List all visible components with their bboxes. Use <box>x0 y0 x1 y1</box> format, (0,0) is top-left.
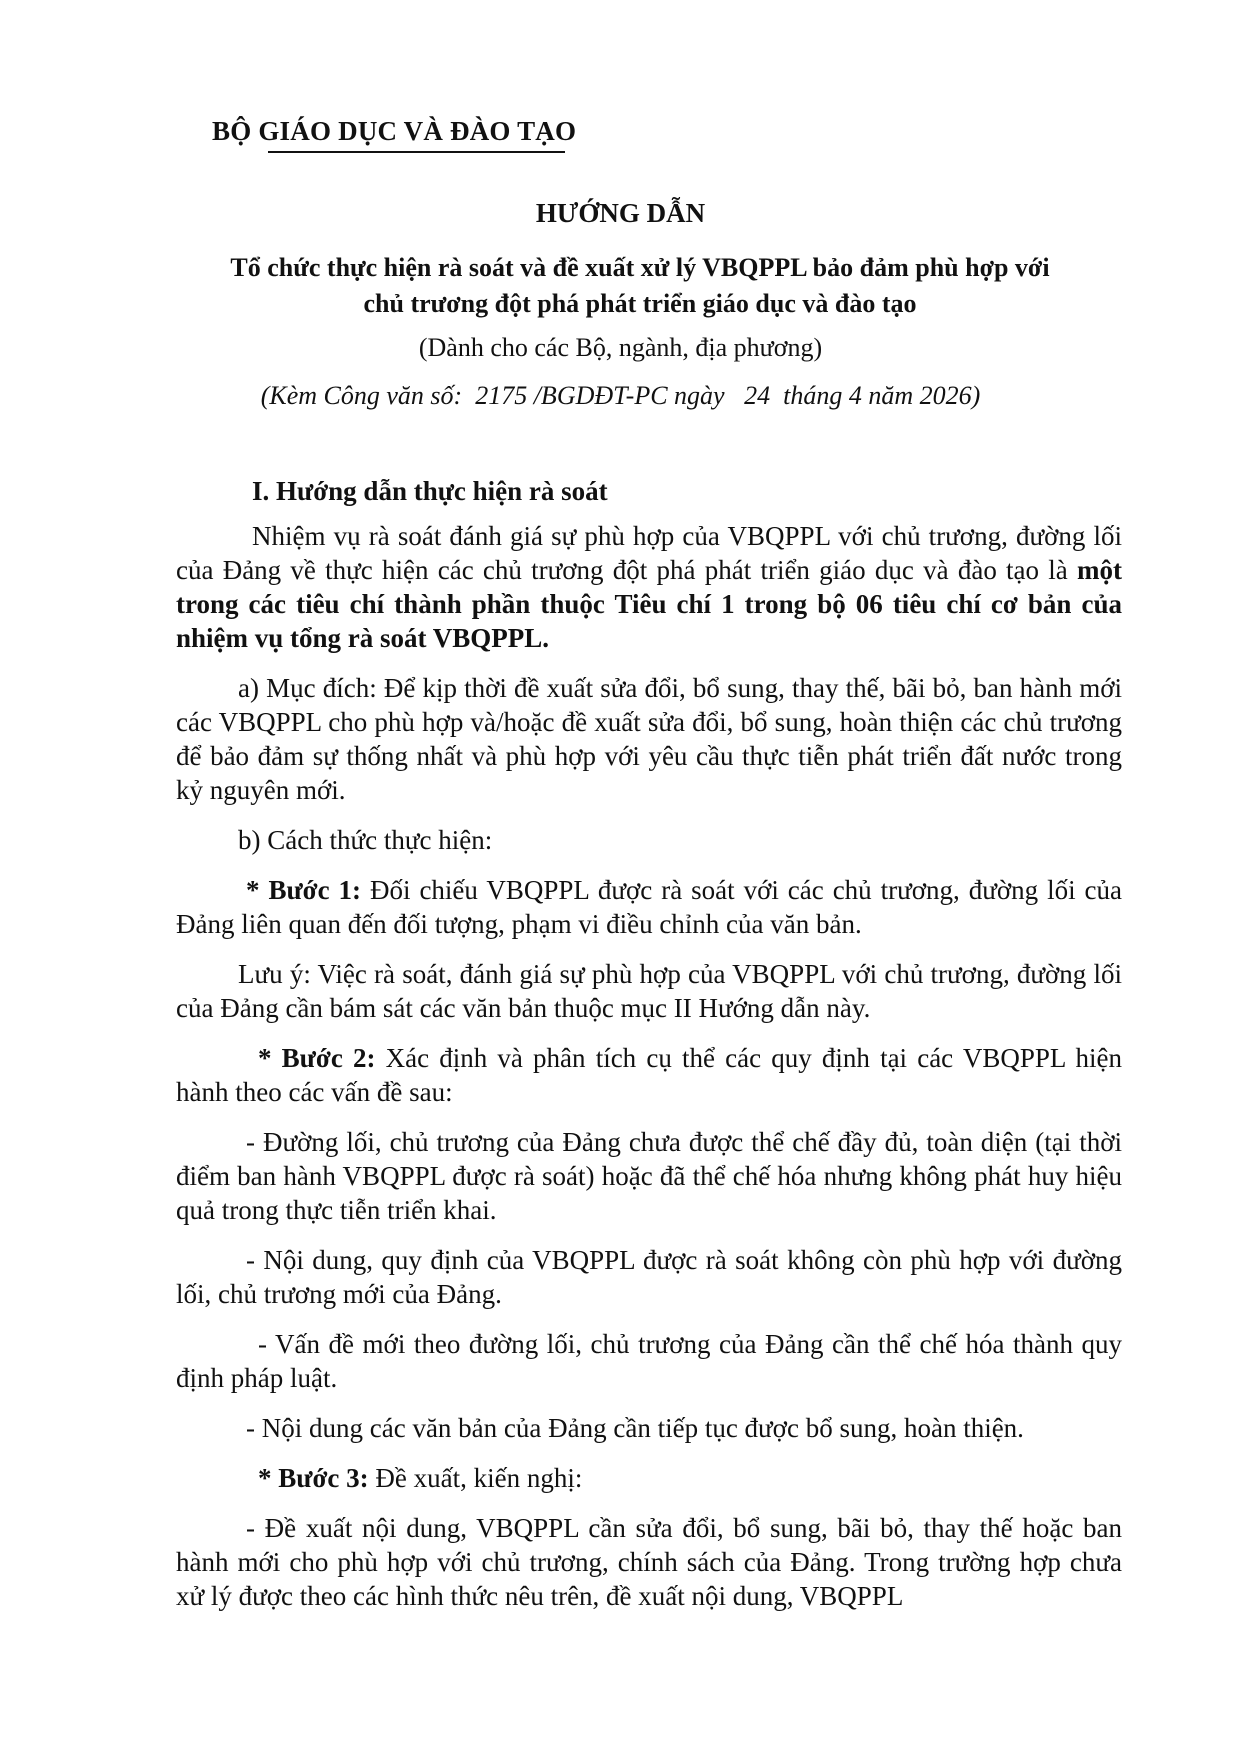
intro-paragraph <box>176 519 1122 655</box>
step2-item: - Nội dung, quy định của VBQPPL được rà soát không còn phù hợp với đường lối, chủ trương mới của Đảng. <box>176 1245 1122 1309</box>
document-subtitle <box>160 250 1120 322</box>
step2-paragraph <box>176 1041 1122 1109</box>
step2-text: Xác định và phân tích cụ thể các quy định tại các VBQPPL hiện hành theo các vấn đề sau: <box>176 1043 1123 1107</box>
note-paragraph: Lưu ý: Việc rà soát, đánh giá sự phù hợp của VBQPPL với chủ trương, đường lối của Đảng cần bám sát các văn bản thuộc mục II Hướng dẫn này. <box>176 959 1122 1023</box>
document-title: HƯỚNG DẪN <box>535 198 706 228</box>
step2-item: - Vấn đề mới theo đường lối, chủ trương của Đảng cần thể chế hóa thành quy định pháp luật. <box>176 1329 1122 1393</box>
intro-text: Nhiệm vụ rà soát đánh giá sự phù hợp của VBQPPL với chủ trương, đường lối của Đảng về thực hiện các chủ trương đột phá phát triển giáo dục và đào tạo là <box>176 521 1122 585</box>
step2-item: - Đường lối, chủ trương của Đảng chưa được thể chế đầy đủ, toàn diện (tại thời điểm ban hành VBQPPL được rà soát) hoặc đã thể chế hóa nhưng không phát huy hiệu quả trong thực tiễn triển khai. <box>176 1127 1122 1225</box>
audience-note: (Dành cho các Bộ, ngành, địa phương) <box>418 333 823 362</box>
step3-paragraph <box>176 1461 1122 1495</box>
step2-label: * Bước 2: <box>258 1043 376 1073</box>
step2-item: - Nội dung các văn bản của Đảng cần tiếp tục được bổ sung, hoàn thiện. <box>246 1413 1024 1443</box>
method-paragraph: b) Cách thức thực hiện: <box>238 825 493 855</box>
purpose-paragraph: a) Mục đích: Để kịp thời đề xuất sửa đổi, bổ sung, thay thế, bãi bỏ, ban hành mới các VBQPPL cho phù hợp và/hoặc đề xuất sửa đổi, bổ sung, hoàn thiện các chủ trương để bảo đảm sự thống nhất và phù hợp với yêu cầu thực tiễn phát triển đất nước trong kỷ nguyên mới. <box>176 673 1122 805</box>
step1-paragraph <box>176 873 1122 941</box>
subtitle-line-2: chủ trương đột phá phát triển giáo dục và đào tạo <box>363 289 917 318</box>
step1-text: Đối chiếu VBQPPL được rà soát với các chủ trương, đường lối của Đảng liên quan đến đối tượng, phạm vi điều chỉnh của văn bản. <box>176 875 1123 939</box>
document-body <box>176 474 1122 1629</box>
ministry-underline <box>268 151 565 153</box>
subtitle-line-1: Tổ chức thực hiện rà soát và đề xuất xử lý VBQPPL bảo đảm phù hợp với <box>230 253 1050 282</box>
section-heading: I. Hướng dẫn thực hiện rà soát <box>252 476 608 506</box>
ministry-name: BỘ GIÁO DỤC VÀ ĐÀO TẠO <box>212 116 577 146</box>
step3-item: - Đề xuất nội dung, VBQPPL cần sửa đổi, bổ sung, bãi bỏ, thay thế hoặc ban hành mới cho phù hợp với chủ trương, chính sách của Đảng. Trong trường hợp chưa xử lý được theo các hình thức nêu trên, đề xuất nội dung, VBQPPL <box>176 1513 1122 1611</box>
step3-text: Đề xuất, kiến nghị: <box>368 1463 583 1493</box>
attachment-reference: (Kèm Công văn số: 2175 /BGDĐT-PC ngày 24 tháng 4 năm 2026) <box>260 381 981 410</box>
step3-label: * Bước 3: <box>258 1463 369 1493</box>
step1-label: * Bước 1: <box>246 875 362 905</box>
intro-bold-text: một trong các tiêu chí thành phần thuộc Tiêu chí 1 trong bộ 06 tiêu chí cơ bản của nhiệm vụ tổng rà soát VBQPPL. <box>176 555 1122 653</box>
